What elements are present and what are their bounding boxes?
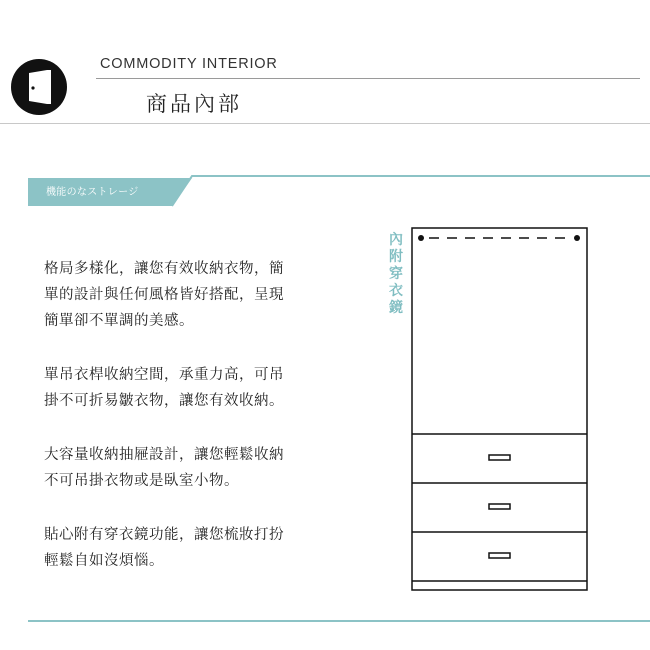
paragraph-layout xyxy=(44,256,344,334)
paragraph-line: 簡單卻不單調的美感。 xyxy=(44,313,194,329)
mirror-label xyxy=(385,232,407,317)
paragraph-drawers xyxy=(44,442,344,494)
door-icon xyxy=(10,58,68,116)
rod-end-left xyxy=(418,235,424,241)
paragraph-line: 大容量收納抽屜設計，讓您輕鬆收納 xyxy=(44,447,284,463)
mirror-label-char: 鏡 xyxy=(389,300,403,316)
header-title-en: COMMODITY INTERIOR xyxy=(100,56,278,72)
mirror-label-char: 衣 xyxy=(389,283,403,299)
paragraph-line: 單吊衣桿收納空間，承重力高，可吊 xyxy=(44,367,284,383)
wardrobe-diagram xyxy=(405,225,595,595)
header-divider xyxy=(0,123,650,124)
mirror-label-char: 內 xyxy=(389,232,403,248)
paragraph-line: 貼心附有穿衣鏡功能，讓您梳妝打扮 xyxy=(44,527,284,543)
drawer-handle-icon xyxy=(489,553,510,558)
wardrobe-frame xyxy=(412,228,587,590)
rod-end-right xyxy=(574,235,580,241)
paragraph-line: 掛不可折易皺衣物，讓您有效收納。 xyxy=(44,393,284,409)
paragraph-line: 不可吊掛衣物或是臥室小物。 xyxy=(44,473,239,489)
paragraph-hanging-rod xyxy=(44,362,344,414)
drawer-handle-icon xyxy=(489,455,510,460)
mirror-label-char: 附 xyxy=(389,249,403,265)
paragraph-line: 格局多樣化，讓您有效收納衣物，簡 xyxy=(44,261,284,277)
mirror-label-char: 穿 xyxy=(389,266,403,282)
section-banner-label: 機能のなストレージ xyxy=(46,187,139,198)
header-title-zh: 商品內部 xyxy=(146,92,242,116)
paragraph-line: 輕鬆自如沒煩惱。 xyxy=(44,553,164,569)
description-paragraphs xyxy=(44,256,344,602)
bottom-divider xyxy=(28,620,650,622)
drawer-handle-icon xyxy=(489,504,510,509)
header-underline xyxy=(96,78,640,79)
paragraph-mirror xyxy=(44,522,344,574)
paragraph-line: 單的設計與任何風格皆好搭配，呈現 xyxy=(44,287,284,303)
